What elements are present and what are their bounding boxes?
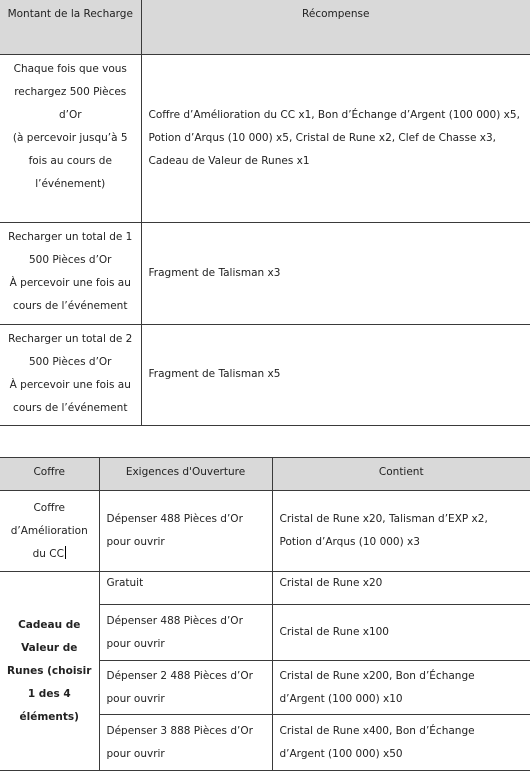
recharge-amount-cell: Recharger un total de 1 500 Pièces d’Or À percevoir une fois au cours de l’événement [0,222,141,324]
table-header-row [0,0,530,54]
requirement-cell: Dépenser 2 488 Pièces d’Or pour ouvrir [99,661,272,715]
header-reward: Récompense [141,0,530,54]
header-contents: Contient [272,458,530,491]
chest-name-cell[interactable] [0,491,99,572]
table-row [0,572,530,605]
requirement-cell: Dépenser 488 Pièces d’Or pour ouvrir [99,491,272,572]
requirement-cell: Dépenser 488 Pièces d’Or pour ouvrir [99,605,272,661]
table-header-row [0,458,530,491]
table-row [0,491,530,572]
contents-cell: Cristal de Rune x200, Bon d’Échange d’Argent (100 000) x10 [272,661,530,715]
chest-contents-table [0,457,530,771]
chest-name-cell: Cadeau de Valeur de Runes (choisir 1 des 4 éléments) [0,572,99,771]
reward-cell: Coffre d’Amélioration du CC x1, Bon d’Échange d’Argent (100 000) x5, Potion d’Arqus (10 000) x5, Cristal de Rune x2, Clef de Chasse x3, Cadeau de Valeur de Runes x1 [141,54,530,222]
table-row [0,222,530,324]
requirement-cell: Gratuit [99,572,272,605]
header-requirements: Exigences d'Ouverture [99,458,272,491]
contents-cell: Cristal de Rune x400, Bon d’Échange d’Argent (100 000) x50 [272,715,530,771]
contents-cell: Cristal de Rune x100 [272,605,530,661]
header-chest: Coffre [0,458,99,491]
chest-name-text: Coffre d’Amélioration du CC [10,501,88,560]
header-recharge-amount: Montant de la Recharge [0,0,141,54]
reward-cell: Fragment de Talisman x3 [141,222,530,324]
contents-cell: Cristal de Rune x20 [272,572,530,605]
reward-cell: Fragment de Talisman x5 [141,324,530,425]
table-row [0,324,530,425]
requirement-cell: Dépenser 3 888 Pièces d’Or pour ouvrir [99,715,272,771]
contents-cell: Cristal de Rune x20, Talisman d’EXP x2, Potion d’Arqus (10 000) x3 [272,491,530,572]
recharge-amount-cell: Chaque fois que vous rechargez 500 Pièces d’Or (à percevoir jusqu’à 5 fois au cours de l’événement) [0,54,141,222]
table-row [0,54,530,222]
text-cursor [65,546,66,559]
recharge-amount-cell: Recharger un total de 2 500 Pièces d’Or À percevoir une fois au cours de l’événement [0,324,141,425]
